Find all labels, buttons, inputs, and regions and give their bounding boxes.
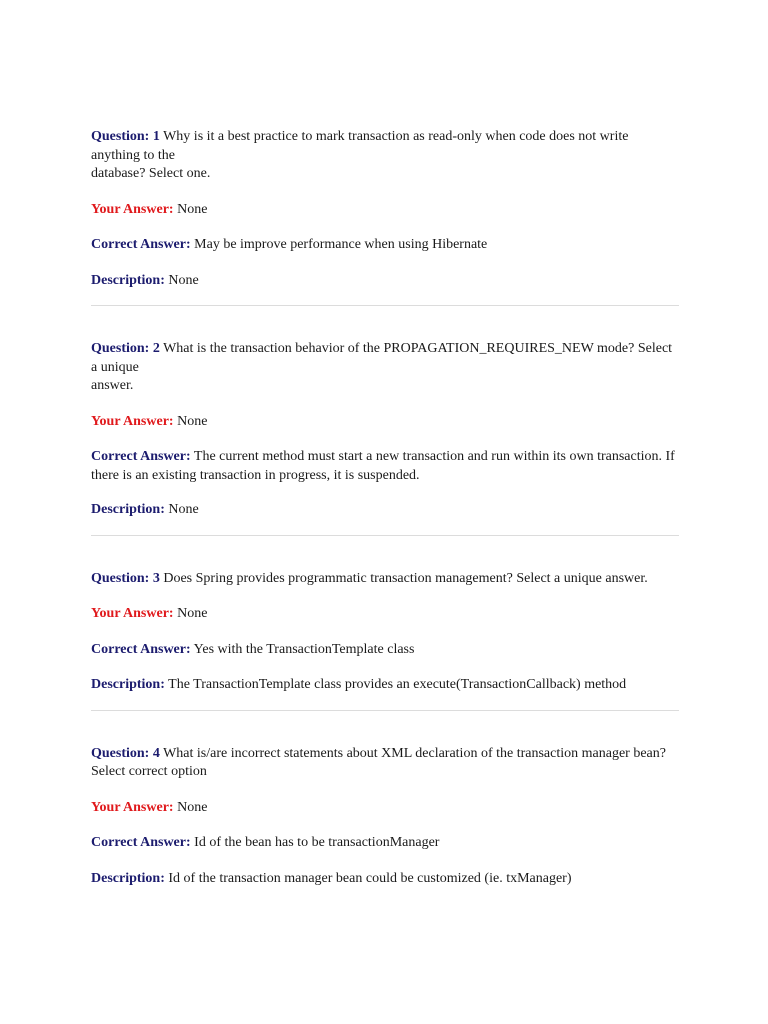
divider bbox=[91, 710, 679, 711]
question-block-3 bbox=[91, 570, 679, 695]
question-text: What is/are incorrect statements about XML declaration of the transaction manager bean? Select correct option bbox=[91, 745, 666, 779]
question-text: Why is it a best practice to mark transaction as read-only when code does not write anything to the database? Select one. bbox=[91, 129, 629, 181]
question-text: What is the transaction behavior of the PROPAGATION_REQUIRES_NEW mode? Select a unique answer. bbox=[91, 341, 673, 393]
question-block-4 bbox=[91, 745, 679, 889]
your-answer-value: None bbox=[177, 606, 208, 621]
description-row bbox=[91, 272, 679, 291]
question-row bbox=[91, 128, 679, 184]
correct-answer-label: Correct Answer: bbox=[91, 449, 191, 464]
correct-answer-value: May be improve performance when using Hibernate bbox=[194, 237, 488, 252]
description-value: The TransactionTemplate class provides an execute(TransactionCallback) method bbox=[168, 677, 627, 692]
your-answer-row bbox=[91, 799, 679, 818]
your-answer-label: Your Answer: bbox=[91, 799, 174, 815]
question-row bbox=[91, 745, 679, 782]
question-text: Does Spring provides programmatic transaction management? Select a unique answer. bbox=[163, 570, 648, 586]
your-answer-row bbox=[91, 605, 679, 624]
divider bbox=[91, 535, 679, 536]
divider bbox=[91, 305, 679, 306]
correct-answer-row bbox=[91, 448, 679, 485]
description-row bbox=[91, 501, 679, 520]
question-label: Question: 3 bbox=[91, 570, 160, 586]
description-label: Description: bbox=[91, 272, 165, 288]
correct-answer-value: The current method must start a new transaction and run within its own transaction. If there is an existing transaction in progress, it is suspended. bbox=[91, 449, 675, 483]
question-row bbox=[91, 340, 679, 396]
correct-answer-row bbox=[91, 641, 679, 660]
description-value: None bbox=[168, 272, 199, 288]
description-row bbox=[91, 870, 679, 889]
correct-answer-value: Id of the bean has to be transactionManager bbox=[194, 835, 440, 850]
description-label: Description: bbox=[91, 502, 165, 517]
question-label: Question: 1 bbox=[91, 129, 160, 144]
your-answer-label: Your Answer: bbox=[91, 606, 174, 621]
question-block-2 bbox=[91, 340, 679, 520]
question-label: Question: 4 bbox=[91, 745, 160, 761]
question-block-1 bbox=[91, 128, 679, 290]
description-label: Description: bbox=[91, 677, 165, 692]
correct-answer-label: Correct Answer: bbox=[91, 835, 191, 850]
correct-answer-row bbox=[91, 834, 679, 853]
correct-answer-label: Correct Answer: bbox=[91, 641, 191, 657]
correct-answer-value: Yes with the TransactionTemplate class bbox=[193, 641, 415, 657]
description-value: None bbox=[168, 502, 199, 517]
your-answer-row bbox=[91, 413, 679, 432]
quiz-results bbox=[91, 128, 679, 888]
your-answer-value: None bbox=[177, 799, 208, 815]
correct-answer-label: Correct Answer: bbox=[91, 237, 191, 252]
description-label: Description: bbox=[91, 870, 165, 886]
correct-answer-row bbox=[91, 236, 679, 255]
description-row bbox=[91, 676, 679, 695]
question-row bbox=[91, 570, 679, 589]
question-label: Question: 2 bbox=[91, 341, 160, 356]
your-answer-label: Your Answer: bbox=[91, 201, 174, 217]
your-answer-row bbox=[91, 201, 679, 220]
your-answer-label: Your Answer: bbox=[91, 413, 174, 429]
description-value: Id of the transaction manager bean could be customized (ie. txManager) bbox=[168, 870, 572, 886]
your-answer-value: None bbox=[177, 413, 208, 429]
your-answer-value: None bbox=[177, 201, 208, 217]
